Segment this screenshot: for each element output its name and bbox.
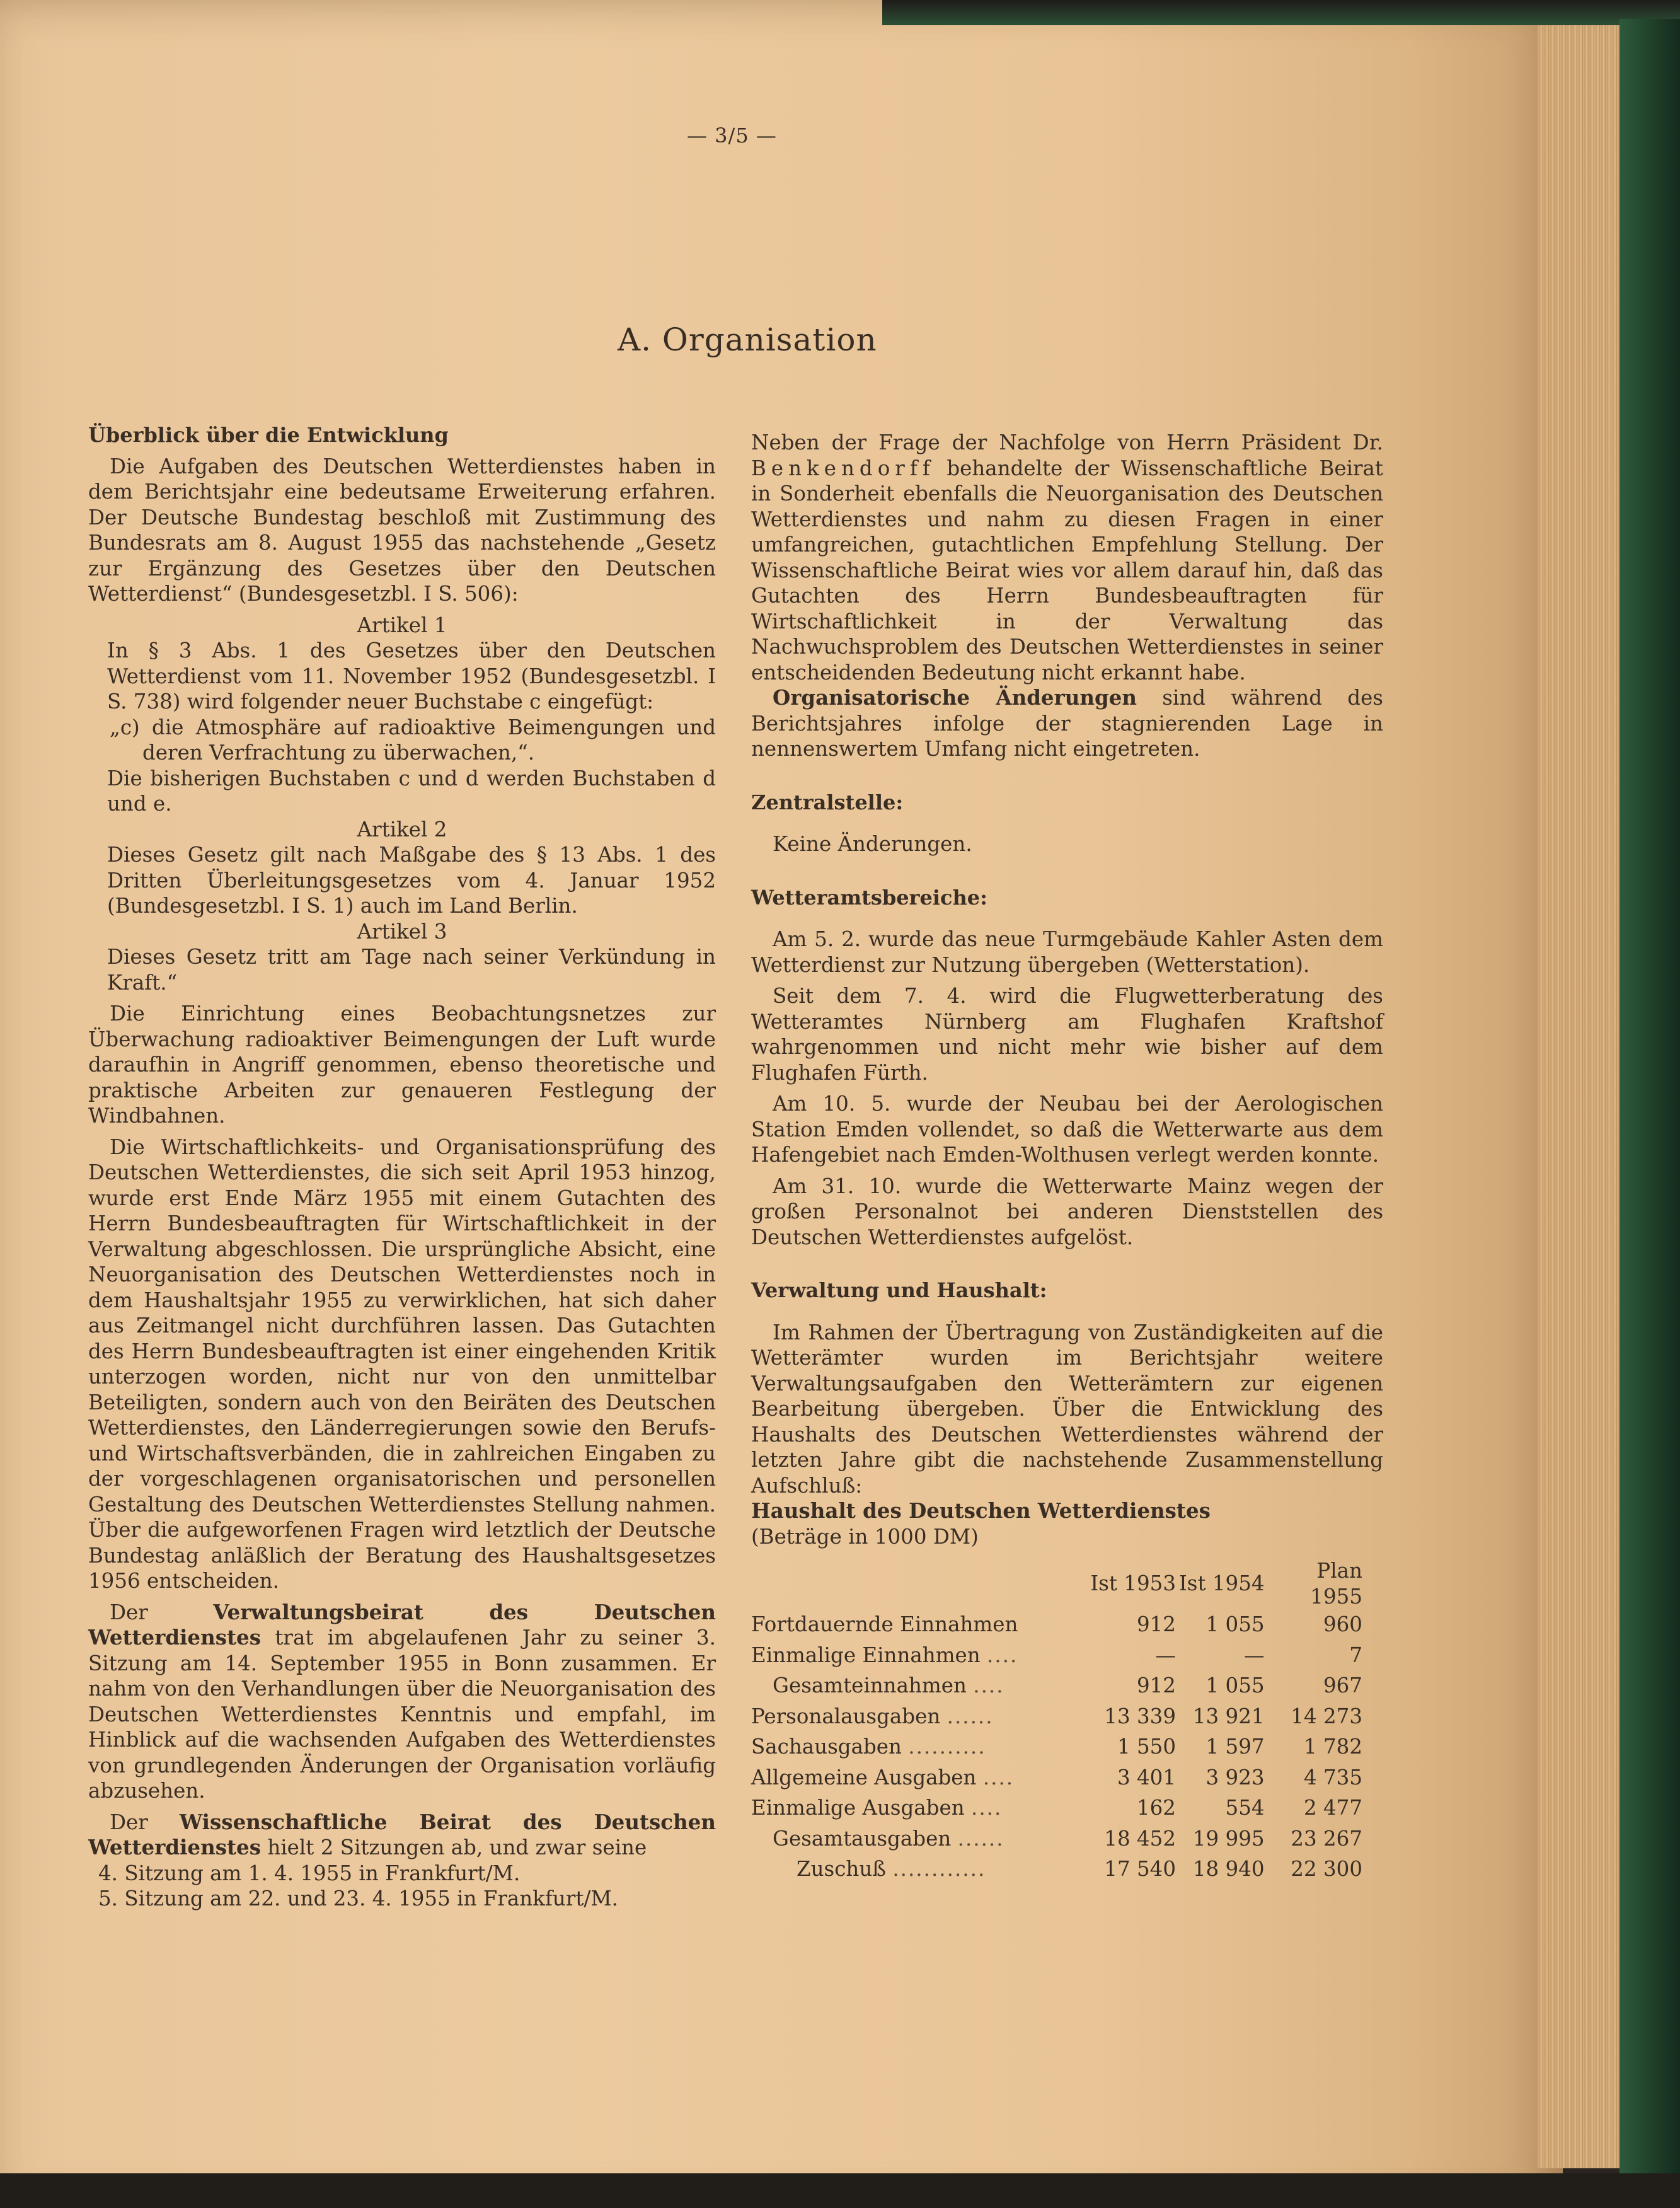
weather-office-entry-1: Am 5. 2. wurde das neue Turmgebäude Kahler Asten dem Wetterdienst zur Nutzung übergeben (Wetterstation). — [751, 927, 1383, 977]
cell-value: 22 300 — [1291, 1857, 1362, 1881]
table-row — [751, 1731, 1362, 1762]
person-name: Benkendorff — [751, 456, 935, 480]
article-1-title: Artikel 1 — [357, 613, 447, 637]
paragraph-audit: Die Wirtschaftlichkeits- und Organisationsprüfung des Deutschen Wetterdienstes, die sich seit April 1953 hinzog, wurde erst Ende März 1955 mit einem Gutachten des Herrn Bundesbeauftragten für Wirtschaftlichkeit in der Verwaltung abgeschlossen. Die ursprüngliche Absicht, eine Neuorganisation des Deutschen Wetterdienstes noch in dem Haushaltsjahr 1955 zu verwirklichen, hat sich daher aus Zeitmangel nicht durchführen lassen. Das Gutachten des Herrn Bundesbeauftragten ist einer eingehenden Kritik unterzogen worden, nicht nur von den unmittelbar Beteiligten, sondern auch von den Beiräten des Deutschen Wetterdienstes, den Länderregierungen sowie den Berufs- und Wirtschaftsverbänden, die in zahlreichen Eingaben zu der vorgeschlagenen organisatorischen und personellen Gestaltung des Deutschen Wetterdienstes Stellung nahmen. Über die aufgeworfenen Fragen wird letztlich der Deutsche Bundestag anläßlich der Beratung des Haushaltsgesetzes 1956 entscheiden. — [88, 1135, 716, 1593]
row-leader: ............ — [892, 1857, 986, 1881]
admin-board-name: Verwaltungsbeirat des Deutschen Wetterdienstes — [88, 1599, 716, 1650]
paragraph-org-changes — [751, 685, 1383, 762]
budget-table-subtitle: (Beträge in 1000 DM) — [751, 1524, 979, 1549]
cell-value: 912 — [1136, 1612, 1176, 1636]
cell-value: 3 401 — [1117, 1765, 1176, 1789]
cell-value: 912 — [1136, 1673, 1176, 1697]
cell-value: 1 782 — [1303, 1735, 1362, 1759]
article-3-title: Artikel 3 — [357, 919, 447, 944]
cell-value: 18 940 — [1192, 1857, 1265, 1881]
paragraph-succession — [751, 430, 1383, 685]
table-row — [751, 1793, 1362, 1824]
cell-value: 19 995 — [1192, 1826, 1265, 1851]
weather-office-entry-3: Am 10. 5. wurde der Neubau bei der Aerologischen Station Emden vollendet, so daß die Wetterwarte aus dem Hafengebiet nach Emden-Wolthusen verlegt werden konnte. — [751, 1092, 1383, 1167]
row-leader: ...... — [957, 1826, 1004, 1851]
budget-table-title: Haushalt des Deutschen Wetterdienstes — [751, 1498, 1211, 1523]
column-header: Ist 1954 — [1178, 1571, 1265, 1596]
row-label: Allgemeine Ausgaben — [751, 1765, 977, 1789]
cell-value: 13 339 — [1104, 1704, 1176, 1728]
paragraph-network: Die Einrichtung eines Beobachtungsnetzes zur Überwachung radioaktiver Beimengungen der Luft wurde daraufhin in Angriff genommen, ebenso theoretische und praktische Arbeiten zur genaueren Festlegung der Windbahnen. — [88, 1002, 716, 1128]
admin-budget-title: Verwaltung und Haushalt: — [751, 1278, 1047, 1302]
table-row — [751, 1640, 1362, 1671]
science-board-prefix: Der — [110, 1810, 180, 1834]
row-label: Einmalige Ausgaben — [751, 1796, 965, 1820]
admin-board-rest: trat im abgelaufenen Jahr zu seiner 3. Sitzung am 14. September 1955 in Bonn zusammen. Er nahm von den Verhandlungen über die Neuorganisation des Deutschen Wetterdienstes Kenntnis und empfahl, im Hinblick auf die wachsenden Aufgaben des Wetterdienstes von grundlegenden Änderungen der Organisation vorläufig abzusehen. — [88, 1626, 716, 1803]
table-row — [751, 1762, 1362, 1793]
table-row — [751, 1670, 1362, 1701]
table-row — [751, 1854, 1362, 1885]
article-3-text: Dieses Gesetz tritt am Tage nach seiner Verkündung in Kraft.“ — [107, 945, 716, 995]
article-2-title: Artikel 2 — [357, 817, 447, 841]
cell-value: 18 452 — [1104, 1826, 1176, 1851]
cell-value: 1 055 — [1205, 1673, 1265, 1697]
budget-table-header — [751, 1558, 1362, 1609]
session-4: 4. Sitzung am 1. 4. 1955 in Frankfurt/M. — [98, 1861, 521, 1885]
cell-value: 13 921 — [1192, 1704, 1265, 1728]
row-leader: .......... — [908, 1735, 986, 1759]
cell-value: 960 — [1323, 1612, 1362, 1636]
paragraph-admin-board — [88, 1600, 716, 1804]
row-leader: .... — [987, 1643, 1018, 1667]
row-leader: ...... — [946, 1704, 994, 1728]
left-column — [88, 422, 716, 1912]
science-board-rest: hielt 2 Sitzungen ab, und zwar seine — [261, 1835, 647, 1859]
intro-paragraph: Die Aufgaben des Deutschen Wetterdienstes haben in dem Berichtsjahr eine bedeutsame Erweiterung erfahren. Der Deutsche Bundestag beschloß mit Zustimmung des Bundesrats am 8. August 1955 das nachstehende „Gesetz zur Ergänzung des Gesetzes über den Deutschen Wetterdienst“ (Bundesgesetzbl. I S. 506): — [88, 454, 716, 606]
admin-budget-text: Im Rahmen der Übertragung von Zuständigkeiten auf die Wetterämter wurden im Berichtsjahr weitere Verwaltungsaufgaben den Wetterämtern zur eigenen Bearbeitung übergeben. Über die Entwicklung des Haushalts des Deutschen Wetterdienstes während der letzten Jahre gibt die nachstehende Zusammenstellung Aufschluß: — [751, 1320, 1383, 1498]
row-label: Zuschuß — [797, 1857, 886, 1881]
cell-value: 1 550 — [1117, 1735, 1176, 1759]
weather-office-entry-2: Seit dem 7. 4. wird die Flugwetterberatung des Wetteramtes Nürnberg am Flughafen Kraftshof wahrgenommen und nicht mehr wie bisher auf dem Flughafen Fürth. — [751, 984, 1383, 1085]
row-label: Personalausgaben — [751, 1704, 941, 1728]
article-1-text: In § 3 Abs. 1 des Gesetzes über den Deutschen Wetterdienst vom 11. November 1952 (Bundesgesetzbl. I S. 738) wird folgender neuer Buchstabe c eingefügt: — [107, 639, 716, 714]
row-label: Gesamteinnahmen — [773, 1673, 967, 1697]
cell-value: 14 273 — [1291, 1704, 1362, 1728]
cell-value: 17 540 — [1104, 1857, 1176, 1881]
row-leader: .... — [970, 1796, 1003, 1820]
page-number: — 3/5 — — [687, 124, 777, 147]
article-1-text-2: Die bisherigen Buchstaben c und d werden Buchstaben d und e. — [107, 766, 716, 816]
column-header: Ist 1953 — [1090, 1571, 1176, 1596]
row-label: Gesamtausgaben — [773, 1826, 952, 1851]
table-row — [751, 1824, 1362, 1854]
cell-value: 162 — [1136, 1796, 1176, 1820]
weather-office-entry-4: Am 31. 10. wurde die Wetterwarte Mainz wegen der großen Personalnot bei anderen Dienststellen des Deutschen Wetterdienstes aufgelöst. — [751, 1174, 1383, 1249]
central-office-text: Keine Änderungen. — [773, 832, 972, 856]
book-cover-bottom — [0, 2173, 1680, 2208]
session-5: 5. Sitzung am 22. und 23. 4. 1955 in Frankfurt/M. — [98, 1887, 618, 1910]
row-leader: .... — [973, 1673, 1004, 1697]
section-heading: A. Organisation — [618, 321, 877, 358]
overview-title: Überblick über die Entwicklung — [88, 423, 449, 447]
org-changes-rest: sind während des Berichtsjahres infolge der stagnierenden Lage in nennenswertem Umfang nicht eingetreten. — [751, 686, 1383, 761]
budget-table — [751, 1558, 1362, 1885]
cell-value: — — [1244, 1643, 1265, 1667]
cell-value: 3 923 — [1205, 1765, 1265, 1789]
admin-board-prefix: Der — [110, 1600, 214, 1624]
book-cover-top — [882, 0, 1680, 25]
right-column — [751, 430, 1383, 1885]
weather-offices-title: Wetteramtsbereiche: — [751, 885, 987, 910]
cell-value: 554 — [1225, 1796, 1265, 1820]
row-label: Sachausgaben — [751, 1735, 902, 1759]
article-2-text: Dieses Gesetz gilt nach Maßgabe des § 13 Abs. 1 des Dritten Überleitungsgesetzes vom 4. Januar 1952 (Bundesgesetzbl. I S. 1) auch im Land Berlin. — [107, 843, 716, 918]
org-changes-label: Organisatorische Änderungen — [773, 685, 1137, 710]
cell-value: — — [1155, 1643, 1176, 1667]
row-label: Fortdauernde Einnahmen — [751, 1612, 1018, 1636]
cell-value: 1 597 — [1205, 1735, 1265, 1759]
book-cover-spine — [1620, 19, 1680, 2208]
succession-prefix: Neben der Frage der Nachfolge von Herrn Präsident Dr. — [751, 431, 1383, 454]
cell-value: 23 267 — [1291, 1826, 1362, 1851]
column-header: Plan 1955 — [1310, 1559, 1362, 1609]
succession-rest: behandelte der Wissenschaftliche Beirat in Sonderheit ebenfalls die Neuorganisation des Deutschen Wetterdienstes und nahm zu diesen Fragen in einer umfangreichen, gutachtlichen Empfehlung Stellung. Der Wissenschaftliche Beirat wies vor allem darauf hin, daß das Gutachten des Herrn Bundesbeauftragten für Wirtschaftlichkeit in der Verwaltung das Nachwuchsproblem des Deutschen Wetterdienstes in seiner entscheidenden Bedeutung nicht erkannt habe. — [751, 456, 1383, 685]
page-edges — [1538, 25, 1620, 2168]
row-label: Einmalige Einnahmen — [751, 1643, 981, 1667]
row-leader: .... — [982, 1765, 1015, 1789]
cell-value: 4 735 — [1303, 1765, 1362, 1789]
cell-value: 2 477 — [1303, 1796, 1362, 1820]
paragraph-science-board — [88, 1810, 716, 1861]
article-1-quote: „c) die Atmosphäre auf radioaktive Beimengungen und deren Verfrachtung zu überwachen,“. — [110, 715, 716, 765]
central-office-title: Zentralstelle: — [751, 790, 904, 814]
table-row — [751, 1701, 1362, 1732]
cell-value: 1 055 — [1205, 1612, 1265, 1636]
cell-value: 7 — [1349, 1643, 1362, 1667]
cell-value: 967 — [1323, 1673, 1362, 1697]
table-row — [751, 1609, 1362, 1640]
science-board-name: Wissenschaftliche Beirat des Deutschen Wetterdienstes — [88, 1809, 716, 1859]
